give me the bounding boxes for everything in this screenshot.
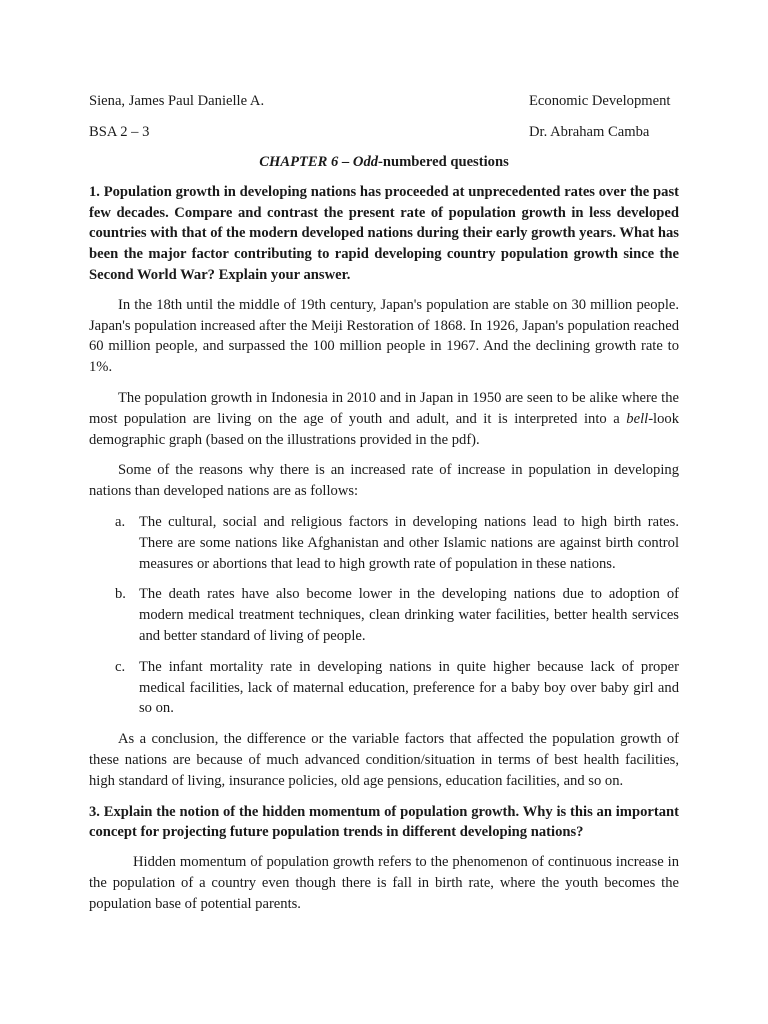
list-item-text: The cultural, social and religious factors in developing nations lead to high birth rates. There are some nations like Afghanistan and other Islamic nations are against birth control measures or abortions that lead to high growth rate of population in these nations. bbox=[139, 513, 679, 572]
answer-1-paragraph-2-start: The population growth in Indonesia in 2010 and in Japan in 1950 are seen to be alike where the most population are living on the age of youth and adult, and it is interpreted into a bbox=[89, 389, 679, 427]
bell-emphasis: bell bbox=[626, 410, 649, 427]
list-marker: b. bbox=[115, 586, 126, 603]
list-marker: a. bbox=[115, 513, 126, 530]
answer-1-paragraph-3: Some of the reasons why there is an increased rate of increase in population in developing nations than developed nations are as follows: bbox=[89, 462, 679, 500]
list-marker: c. bbox=[115, 658, 126, 675]
answer-1-conclusion: As a conclusion, the difference or the variable factors that affected the population growth of these nations are because of much advanced condition/situation in terms of best health facilities, high standard of living, insurance policies, old age pensions, education facilities, and so on. bbox=[89, 731, 679, 789]
instructor-name: Dr. Abraham Camba bbox=[529, 124, 650, 140]
answer-1-paragraph-2-end: -look demographic graph (based on the illustrations provided in the pdf). bbox=[89, 410, 679, 448]
document-body bbox=[89, 91, 679, 925]
chapter-emphasis: Odd bbox=[352, 154, 379, 170]
list-item-text: The infant mortality rate in developing nations in quite higher because lack of proper medical facilities, lack of maternal education, preference for a baby boy over baby girl and so on. bbox=[139, 658, 679, 717]
list-item bbox=[89, 512, 679, 574]
reasons-list bbox=[89, 512, 679, 719]
course-name: Economic Development bbox=[529, 93, 671, 109]
chapter-suffix: -numbered questions bbox=[378, 154, 509, 170]
question-1: 1. Population growth in developing nations has proceeded at unprecedented rates over the past few decades. Compare and contrast the present rate of population growth in less developed countries with that of the modern developed nations during their early growth years. What has been the major factor contributing to rapid developing country population growth since the Second World War? Explain your answer. bbox=[89, 183, 679, 283]
question-3: 3. Explain the notion of the hidden momentum of population growth. Why is this an important concept for projecting future population trends in different developing nations? bbox=[89, 803, 679, 841]
answer-1-paragraph-1: In the 18th until the middle of 19th century, Japan's population are stable on 30 million people. Japan's population increased after the Meiji Restoration of 1868. In 1926, Japan's population reached 60 million people, and surpassed the 100 million people in 1967. And the declining growth rate to 1%. bbox=[89, 296, 679, 376]
chapter-prefix: CHAPTER 6 – bbox=[259, 154, 353, 170]
list-item bbox=[89, 657, 679, 719]
list-item-text: The death rates have also become lower in the developing nations due to adoption of modern medical treatment techniques, clean drinking water facilities, better health services and better standard of living of people. bbox=[139, 586, 679, 644]
header-row-2 bbox=[89, 122, 679, 143]
chapter-title bbox=[89, 152, 679, 173]
answer-1-paragraph-2 bbox=[89, 388, 679, 450]
header-row-1 bbox=[89, 91, 679, 112]
list-item bbox=[89, 584, 679, 646]
answer-3-paragraph-1: Hidden momentum of population growth refers to the phenomenon of continuous increase in the population of a country even though there is fall in birth rate, where the youth becomes the population base of potential parents. bbox=[89, 854, 679, 912]
section-code: BSA 2 – 3 bbox=[89, 124, 150, 140]
author-name: Siena, James Paul Danielle A. bbox=[89, 93, 265, 109]
